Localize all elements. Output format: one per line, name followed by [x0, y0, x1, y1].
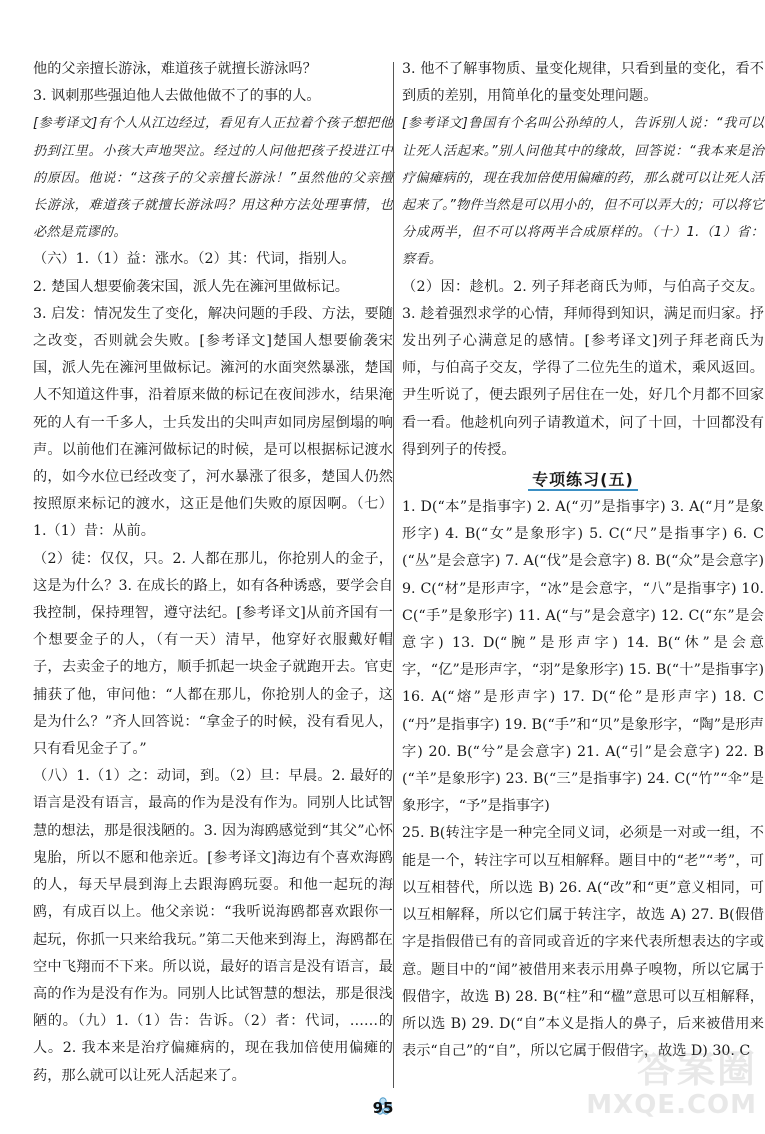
answer-paragraph: 1. D(“本”是指事字) 2. A(“刃”是指事字) 3. A(“月”是象形字) 4. B(“女”是象形字) 5. C(“尺”是指事字) 6. C(“丛”是会意字) 7. A(“伐”是会意字) 8. B(“众”是会意字) 9. C(“材”是形声字，“冰”是会意字，“八”是指事字) 10. C(“手”是象形字) 11. A(“与”是会意字) 12. C(“东”是会意字) 13. D(“腕”是形声字) 14. B(“休”是会意字，“亿”是形声字，“羽”是象形字) 15. B(“十”是指事字) 16. A(“熔”是形声字) 17. D(“伦”是形声字) 18. C(“丹”是指事字) 19. B(“手”和“贝”是象形字，“陶”是形声字) 20. B(“兮”是会意字) 21. A(“引”是会意字) 22. B(“羊”是象形字) 23. B(“三”是指事字) 24. C(“竹”“伞”是象形字，“予”是指事字)	[402, 499, 764, 815]
watermark-logo: 答案圈	[636, 1047, 757, 1091]
answer-paragraph: 3. 他不了解事物质、量变化规律，只看到量的变化，看不到质的差别，用简单化的量变处理问题。	[402, 61, 764, 105]
answer-paragraph: 2. 楚国人想要偷袭宋国，派人先在澭河里做标记。	[33, 278, 349, 295]
reference-translation: [参考译文]鲁国有个名叫公孙绰的人，告诉别人说：“我可以让死人活起来。”别人问他其中的缘故，回答说：“我本来是治疗偏瘫病的，现在我加倍使用偏瘫的药，那么就可以让死人活起来了。”物件当然是可以用小的，但不可以弄大的；可以将它分成两半，但不可以将两半合成原样的。（十）1.（1）省：察看。	[402, 116, 764, 268]
answer-paragraph: 3. 讽刺那些强迫他人去做他做不了的事的人。	[33, 88, 321, 105]
answer-paragraph: （2）徒：仅仅，只。2. 人都在那儿，你抢别人的金子，这是为什么？3. 在成长的路上，如有各种诱惑，要学会自我控制，保持理智，遵守法纪。[参考译文]从前齐国有一个想要金子的人，（有一天）清早，他穿好衣服戴好帽子，去卖金子的地方，顺手抓起一块金子就跑开去。官吏捕获了他，审问他：“人都在那儿，你抢别人的金子，这是为什么？”齐人回答说：“拿金子的时候，没有看见人，只有看见金子了。”	[33, 550, 393, 758]
watermark-url: MXQE.COM	[586, 1090, 757, 1120]
page-number: 95	[372, 1099, 394, 1117]
answer-paragraph: 3. 启发：情况发生了变化，解决问题的手段、方法，要随之改变，否则就会失败。[参考译文]楚国人想要偷袭宋国，派人先在澭河里做标记。澭河的水面突然暴涨，楚国人不知道这件事，沿着原来做的标记在夜间涉水，结果淹死的人有一千多人，士兵发出的尖叫声如同房屋倒塌的响声。以前他们在澭河做标记的时候，是可以根据标记渡水的，如今水位已经改变了，河水暴涨了很多，楚国人仍然按照原来标记的渡水，这正是他们失败的原因啊。（七）1.（1）昔：从前。	[33, 305, 393, 540]
watermark	[557, 1048, 757, 1128]
answer-paragraph: 他的父亲擅长游泳，难道孩子就擅长游泳吗？	[33, 61, 317, 77]
section-heading-text: 专项练习(五)	[528, 470, 638, 491]
column-divider	[393, 62, 394, 1088]
answer-paragraph: 25. B(转注字是一种完全同义词，必须是一对或一组，不能是一个，转注字可以互相解释。题目中的“老”“考”，可以互相替代，所以选 B) 26. A(“改”和“更”意义相同，可以互相解释，所以它们属于转注字，故选 A) 27. B(假借字是指假借已有的音同或音近的字来代表所想表达的字或意。题目中的“闻”被借用来表示用鼻子嗅物，所以它属于假借字，故选 B) 28. B(“柱”和“楹”意思可以互相解释，所以选 B) 29. D(“自”本义是指人的鼻子，后来被借用来表示“自己”的“自”，所以它属于假借字，故选 D) 30. C	[402, 825, 764, 1060]
reference-translation: [参考译文]有个人从江边经过，看见有人正拉着个孩子想把他扔到江里。小孩大声地哭泣。经过的人问他把孩子投进江中的原因。他说：“这孩子的父亲擅长游泳！”虽然他的父亲擅长游泳，难道孩子就擅长游泳吗？用这种方法处理事情，也必然是荒谬的。	[33, 116, 393, 241]
answer-paragraph: （八）1.（1）之：动词，到。（2）旦：早晨。2. 最好的语言是没有语言，最高的作为是没有作为。同别人比试智慧的想法，那是很浅陋的。3. 因为海鸥感觉到“其父”心怀鬼胎，所以不愿和他亲近。[参考译文]海边有个喜欢海鸥的人，每天早晨到海上去跟海鸥玩耍。和他一起玩的海鸥，有成百以上。他父亲说：“我听说海鸥都喜欢跟你一起玩，你抓一只来给我玩。”第二天他来到海上，海鸥都在空中飞翔而不下来。所以说，最好的语言是没有语言，最高的作为是没有作为。同别人比试智慧的想法，那是很浅陋的。（九）1.（1）告：告诉。（2）者：代词，……的人。2. 我本来是治疗偏瘫病的，现在我加倍使用偏瘫的药，那么就可以让死人活起来了。	[33, 768, 393, 1084]
answer-paragraph: （六）1.（1）益：涨水。（2）其：代词，指别人。	[33, 251, 356, 268]
left-column	[33, 56, 393, 1090]
answer-paragraph: （2）因：趁机。2. 列子拜老商氏为师，与伯高子交友。3. 趁着强烈求学的心情，拜师得到知识，满足而归家。抒发出列子心满意足的感情。[参考译文]列子拜老商氏为师，与伯高子交友，学得了二位先生的道术，乘风返回。尹生听说了，便去跟列子居住在一处，好几个月都不回家看一看。他趁机向列子请教道术，问了十回，十回都没有得到列子的传授。	[402, 278, 764, 458]
right-column	[402, 56, 764, 1065]
section-heading	[402, 466, 764, 494]
